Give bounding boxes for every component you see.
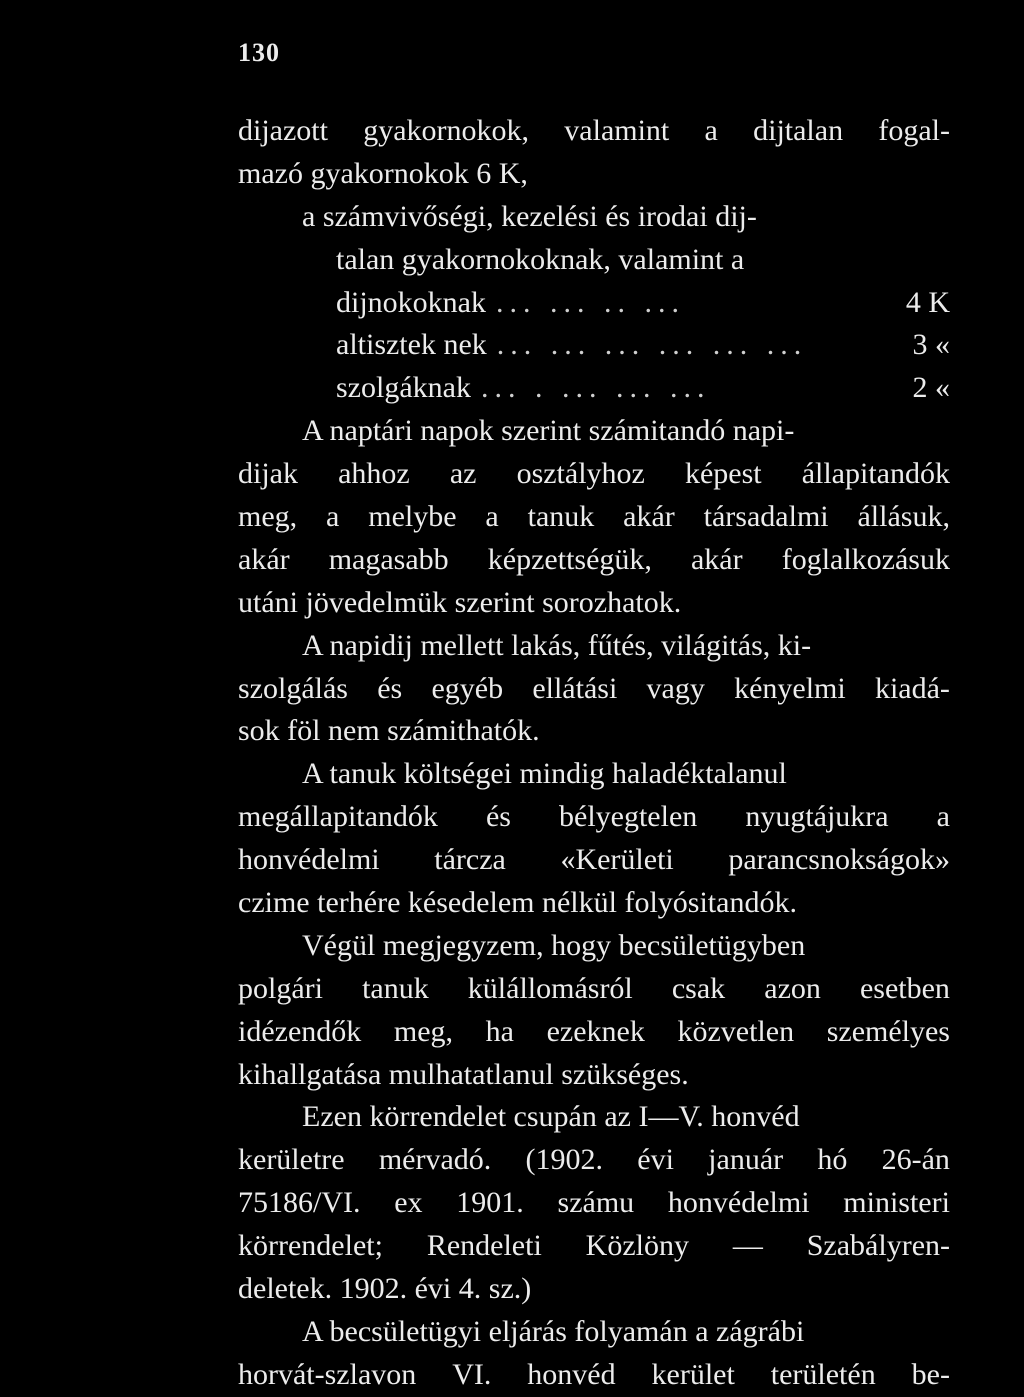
word: akár xyxy=(238,542,290,576)
word: nyugtájukra xyxy=(745,800,889,834)
text-line xyxy=(238,367,950,410)
rate-label: szolgáknak xyxy=(336,371,471,405)
word: január xyxy=(708,1143,784,1177)
line-text: deletek. 1902. évi 4. sz.) xyxy=(238,1272,532,1306)
word: állásuk, xyxy=(857,500,950,534)
word: melybe xyxy=(368,500,457,534)
word: személyes xyxy=(826,1014,950,1048)
body-text xyxy=(238,110,950,1397)
text-line xyxy=(238,1139,950,1182)
word: tárcza xyxy=(434,843,506,877)
word: ex xyxy=(394,1186,423,1220)
text-line xyxy=(238,453,950,496)
line-text: mazó gyakornokok 6 K, xyxy=(238,156,528,190)
word: horvát-szlavon xyxy=(238,1357,417,1391)
line-text: czime terhére késedelem nélkül folyósitandók. xyxy=(238,886,797,920)
text-line xyxy=(238,753,950,796)
line-text: A tanuk költségei mindig haladéktalanul xyxy=(302,757,787,791)
word: meg, xyxy=(238,500,298,534)
word: ha xyxy=(485,1014,514,1048)
line-text: A becsületügyi eljárás folyamán a zágrábi xyxy=(302,1314,805,1348)
word: kerületre xyxy=(238,1143,345,1177)
text-line xyxy=(238,282,950,325)
word: tanuk xyxy=(362,971,429,1005)
word: Szabályren- xyxy=(806,1229,950,1263)
word: magasabb xyxy=(328,542,449,576)
text-line xyxy=(238,1311,950,1354)
word: megállapitandók xyxy=(238,800,438,834)
word: társadalmi xyxy=(703,500,829,534)
word: tanuk xyxy=(527,500,595,534)
word: polgári xyxy=(238,971,323,1005)
word: valamint xyxy=(564,114,670,147)
word: osztályhoz xyxy=(516,457,645,491)
text-line xyxy=(238,625,950,668)
word: ahhoz xyxy=(338,457,410,491)
word: honvédelmi xyxy=(667,1186,810,1220)
line-text: Végül megjegyzem, hogy becsületügyben xyxy=(302,928,806,962)
word: kényelmi xyxy=(734,671,846,705)
text-line xyxy=(238,496,950,539)
text-line xyxy=(238,1268,950,1311)
line-text: kihallgatása mulhatatlanul szükséges. xyxy=(238,1057,689,1091)
line-text: A naptári napok szerint számitandó napi- xyxy=(302,414,795,448)
word: vagy xyxy=(646,671,705,705)
text-line xyxy=(238,668,950,711)
word: a xyxy=(936,800,950,834)
word: Közlöny xyxy=(585,1229,689,1263)
leader-dots: ... ... .. ... xyxy=(496,285,685,319)
word: a xyxy=(326,500,340,534)
rate-label: dijnokoknak xyxy=(336,285,486,319)
line-text: utáni jövedelmük szerint sorozhatok. xyxy=(238,585,682,619)
text-line xyxy=(238,239,950,282)
word: kiadá- xyxy=(874,671,950,705)
rate-value: 2 « xyxy=(912,371,950,405)
word: meg, xyxy=(393,1014,454,1048)
word: évi xyxy=(637,1143,674,1177)
text-line xyxy=(238,324,950,367)
word: mérvadó. xyxy=(378,1143,492,1177)
word: körrendelet; xyxy=(238,1229,383,1263)
text-line xyxy=(238,1225,950,1268)
word: bélyegtelen xyxy=(559,800,698,834)
text-line xyxy=(238,925,950,968)
word: foglalkozásuk xyxy=(781,542,950,576)
word: területén xyxy=(770,1357,876,1391)
word: «Kerületi xyxy=(560,843,674,877)
line-text: a számvivőségi, kezelési és irodai dij- xyxy=(302,199,757,233)
rate-label: altisztek nek xyxy=(336,328,487,362)
word: akár xyxy=(623,500,675,534)
text-line xyxy=(238,1011,950,1054)
page-number: 130 xyxy=(238,38,280,67)
rate-value: 4 K xyxy=(905,285,950,319)
word: állapitandók xyxy=(801,457,950,491)
leader-dots: ... ... ... ... ... ... xyxy=(496,328,808,362)
text-line xyxy=(238,1096,950,1139)
word: akár xyxy=(690,542,743,576)
word: VI. xyxy=(452,1357,492,1391)
word: hó xyxy=(817,1143,848,1177)
word: 1901. xyxy=(456,1186,524,1220)
word: számu xyxy=(557,1186,635,1220)
text-line xyxy=(238,410,950,453)
word: dijtalan xyxy=(753,114,844,147)
word: parancsnokságok» xyxy=(728,843,950,877)
word: dijazott xyxy=(238,114,328,147)
text-line xyxy=(238,796,950,839)
word: és xyxy=(377,671,403,705)
word: Rendeleti xyxy=(426,1229,542,1263)
word: képzettségük, xyxy=(487,542,652,576)
word: csak xyxy=(671,971,726,1005)
text-line xyxy=(238,1054,950,1097)
word: azon xyxy=(764,971,821,1005)
word: kerület xyxy=(651,1357,735,1391)
line-text: sok föl nem számithatók. xyxy=(238,714,540,748)
text-line xyxy=(238,110,950,153)
word: ellátási xyxy=(532,671,618,705)
word: ezeknek xyxy=(546,1014,645,1048)
word: a xyxy=(704,114,718,147)
word: honvédelmi xyxy=(238,843,380,877)
text-line xyxy=(238,196,950,239)
word: ministeri xyxy=(843,1186,950,1220)
word: 75186/VI. xyxy=(238,1186,361,1220)
word: a xyxy=(485,500,499,534)
word: képest xyxy=(684,457,762,491)
word: honvéd xyxy=(527,1357,616,1391)
word: 26-án xyxy=(881,1143,950,1177)
text-line xyxy=(238,968,950,1011)
text-line xyxy=(238,539,950,582)
word: gyakornokok, xyxy=(363,114,530,147)
text-line xyxy=(238,153,950,196)
word: esetben xyxy=(859,971,950,1005)
word: közvetlen xyxy=(677,1014,795,1048)
word: és xyxy=(485,800,511,834)
word: egyéb xyxy=(431,671,504,705)
word: — xyxy=(732,1229,763,1263)
line-text: Ezen körrendelet csupán az I—V. honvéd xyxy=(302,1100,800,1134)
line-text: talan gyakornokoknak, valamint a xyxy=(336,242,745,276)
word: (1902. xyxy=(525,1143,604,1177)
word: szolgálás xyxy=(238,671,348,705)
line-text: A napidij mellett lakás, fűtés, világitás, ki- xyxy=(302,628,812,662)
text-line xyxy=(238,582,950,625)
text-line xyxy=(238,1354,950,1397)
word: dijak xyxy=(238,457,298,491)
word: fogal- xyxy=(878,114,950,147)
leader-dots: ... . ... ... ... xyxy=(480,371,711,405)
text-line xyxy=(238,710,950,753)
word: külállomásról xyxy=(467,971,633,1005)
text-line xyxy=(238,839,950,882)
word: idézendők xyxy=(238,1014,362,1048)
rate-value: 3 « xyxy=(912,328,950,362)
text-line xyxy=(238,882,950,925)
word: az xyxy=(449,457,477,491)
word: be- xyxy=(911,1357,950,1391)
text-line xyxy=(238,1182,950,1225)
